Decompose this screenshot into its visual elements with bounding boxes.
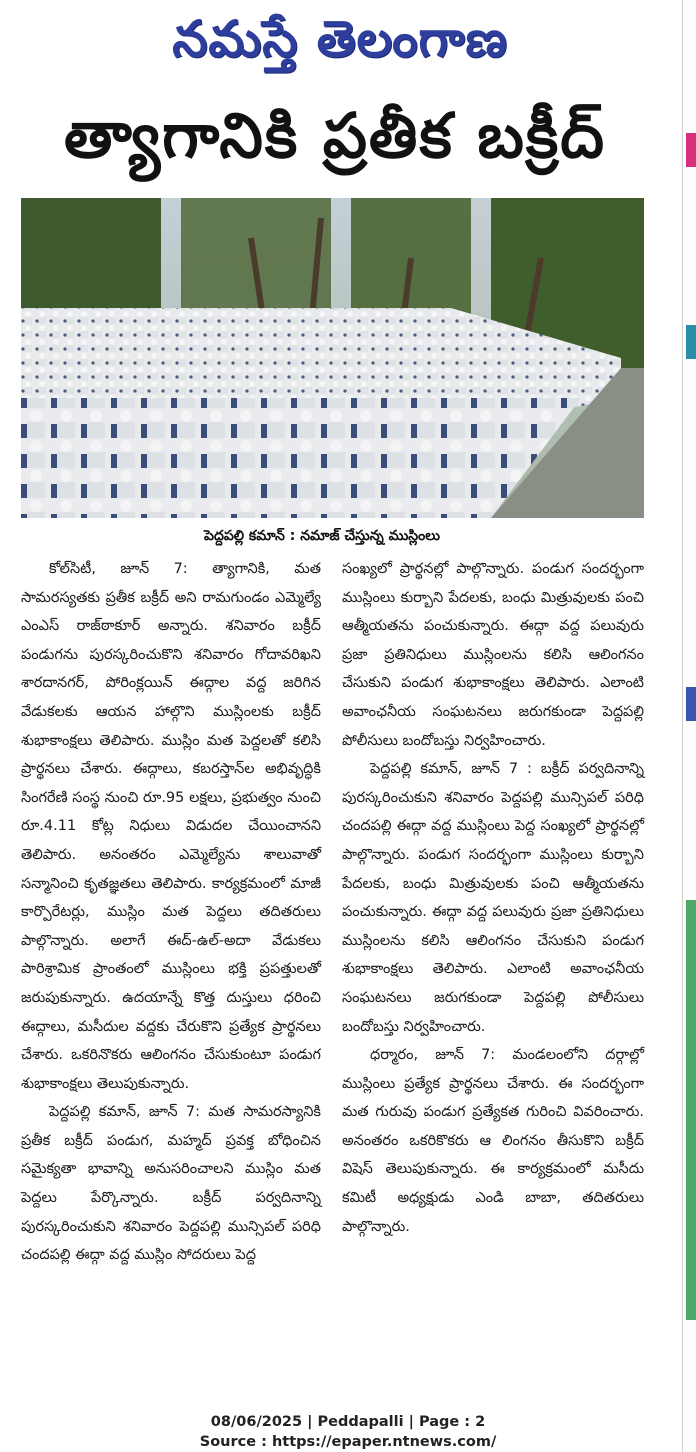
- article-column-2: [342, 555, 644, 1241]
- page-footer: [0, 1412, 696, 1452]
- paragraph: కోల్‌సిటీ, జూన్ 7: త్యాగానికి, మత సామరస్యతకు ప్రతీక బక్రీద్ అని రామగుండం ఎమ్మెల్యే ఎంఎస్ రాజ్‌ఠాకూర్ అన్నారు. శనివారం బక్రీద్ పండుగను పురస్కరించుకొని శనివారం గోదావరిఖని శారదానగర్, పోరింక్లయిన్ ఈద్గాల వద్ద జరిగిన వేడుకలకు ఆయన హాల్గొని ముస్లింలకు బక్రీద్ శుభాకాంక్షలు తెలిపారు. ముస్లిం మత పెద్దలతో కలిసి ప్రార్థనలు చేశారు. ఈద్గాలు, కబరస్తాన్‌ల అభివృద్ధికి సింగరేణి సంస్థ నుంచి రూ.95 లక్షలు, ప్రభుత్వం నుంచి రూ.4.11 కోట్ల నిధులు విడుదల చేయించానని తెలిపారు. అనంతరం ఎమ్మెల్యేను శాలువాతో సన్మానించి కృతజ్ఞతలు తెలిపారు. కార్యక్రమంలో మాజీ కార్పొరేటర్లు, ముస్లిం మత పెద్దలు తదితరులు పాల్గొన్నారు. అలాగే ఈద్-ఉల్-అదా వేడుకలు పారిశ్రామిక ప్రాంతంలో ముస్లింలు భక్తి ప్రపత్తులతో జరుపుకున్నారు. ఉదయాన్నే కొత్త దుస్తులు ధరించి ఈద్గాలు, మసీదుల వద్దకు చేరుకొని ప్రత్యేక ప్రార్థనలు చేశారు. ఒకరినొకరు ఆలింగనం చేసుకుంటూ పండుగ శుభాకాంక్షలు తెలుపుకున్నారు.: [21, 561, 321, 1092]
- prayer-crowd-image: [21, 198, 644, 518]
- teal-marker: [686, 325, 696, 359]
- article-photo: [21, 198, 644, 518]
- paragraph: సంఖ్యలో ప్రార్థనల్లో పాల్గొన్నారు. పండుగ సందర్భంగా ముస్లింలు కుర్బాని పేదలకు, బంధు మిత్రువులకు పంచి ఆత్మీయతను పంచుకున్నారు. ఈద్గా వద్ద పలువురు ప్రజా ప్రతినిధులు ముస్లింలను కలిసి ఆలింగనం చేసుకుని పండుగ శుభాకాంక్షలు తెలిపారు. ఎలాంటి అవాంఛనీయ సంఘటనలు జరుగకుండా పెద్దపల్లి పోలీసులు బందోబస్తు నిర్వహించారు.: [342, 561, 644, 749]
- newspaper-masthead: నమస్తే తెలంగాణ: [172, 10, 508, 68]
- article-headline: త్యాగానికి ప్రతీక బక్రీద్: [64, 99, 606, 172]
- paragraph: ధర్మారం, జూన్ 7: మండలంలోని దర్గాల్లో ముస్లింలు ప్రత్యేక ప్రార్థనలు చేశారు. ఈ సందర్భంగా మత గురువు పండుగ ప్రత్యేకత గురించి వివరించారు. అనంతరం ఒకరికొకరు ఆ లింగనం తీసుకొని బక్రీద్ విషెస్ తెలుపుకున్నారు. ఈ కార్యక్రమంలో మసీదు కమిటీ అధ్యక్షుడు ఎండి బాబా, తదితరులు పాల్గొన్నారు.: [342, 1047, 644, 1235]
- footer-source: Source : https://epaper.ntnews.com/: [199, 1434, 497, 1450]
- paragraph: పెద్దపల్లి కమాన్, జూన్ 7: మత సామరస్యానికి ప్రతీక బక్రీద్ పండుగ, మహ్మద్ ప్రవక్త బోధించిన సమైక్యతా భావాన్ని అనుసరించాలని ముస్లిం మత పెద్దలు పేర్కొన్నారు. బక్రీద్ పర్వదినాన్ని పురస్కరించుకుని శనివారం పెద్దపల్లి మున్సిపల్ పరిధి చందపల్లి ఈద్గా వద్ద ముస్లిం సోదరులు పెద్ద: [21, 1104, 321, 1264]
- footer-date-edition: 08/06/2025 | Peddapalli | Page : 2: [210, 1414, 486, 1430]
- blue-marker: [686, 687, 696, 721]
- green-marker: [686, 900, 696, 1320]
- article-column-1: [21, 555, 321, 1270]
- adjacent-page-edge: [682, 0, 696, 1452]
- paragraph: పెద్దపల్లి కమాన్, జూన్ 7 : బక్రీద్ పర్వదినాన్ని పురస్కరించుకుని శనివారం పెద్దపల్లి మున్సిపల్ పరిధి చందపల్లి ఈద్గా వద్ద ముస్లింలు పెద్ద సంఖ్యలో ప్రార్థనల్లో పాల్గొన్నారు. పండుగ సందర్భంగా ముస్లింలు కుర్బాని పేదలకు, బంధు మిత్రువులకు పంచి ఆత్మీయతను పంచుకున్నారు. ఈద్గా వద్ద పలువురు ప్రజా ప్రతినిధులు ముస్లింలను కలిసి ఆలింగనం చేసుకుని పండుగ శుభాకాంక్షలు తెలిపారు. ఎలాంటి అవాంఛనీయ సంఘటనలు జరుగకుండా పెద్దపల్లి పోలీసులు బందోబస్తు నిర్వహించారు.: [342, 761, 644, 1035]
- magenta-marker: [686, 133, 696, 167]
- photo-caption: పెద్దపల్లి కమాన్ : నమాజ్ చేస్తున్న ముస్లింలు: [204, 528, 440, 544]
